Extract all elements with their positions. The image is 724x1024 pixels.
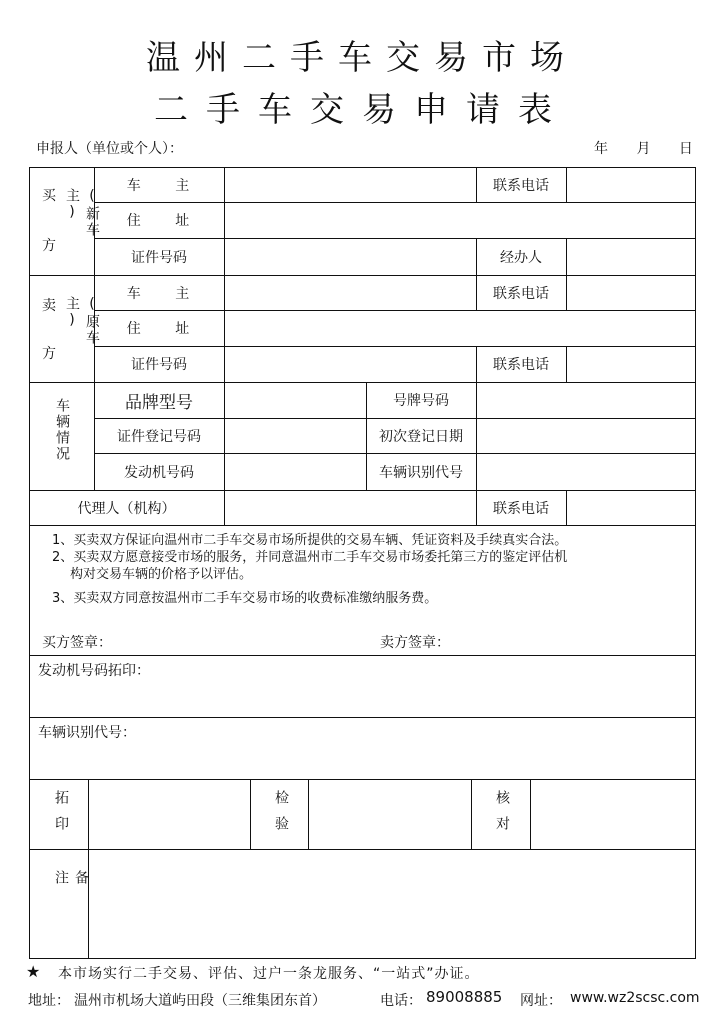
- buyer-sign-label: 买方签章：: [42, 635, 112, 651]
- footer-phone: 89008885: [426, 988, 503, 1006]
- seller-phone-label: 联系电话: [493, 285, 549, 302]
- grid-line: [308, 779, 309, 850]
- footer-web: www.wz2scsc.com: [570, 990, 700, 1006]
- buyer-side-note: (新车主): [64, 188, 100, 238]
- footer-address-label: 地址：: [28, 993, 70, 1009]
- grid-line: [29, 779, 695, 780]
- grid-line: [224, 167, 225, 383]
- vehicle-brand-label: 品牌型号: [125, 392, 193, 413]
- grid-line: [29, 717, 695, 718]
- term-3: 3、买卖双方同意按温州市二手车交易市场的收费标准缴纳服务费。: [52, 591, 438, 606]
- rubbing-jian-label: 检验: [273, 790, 289, 842]
- vehicle-plate-label: 号牌号码: [393, 393, 449, 409]
- agent-phone-label: 联系电话: [493, 500, 549, 517]
- term-2-cont: 构对交易车辆的价格予以评估。: [70, 567, 253, 582]
- grid-line: [476, 382, 477, 490]
- vehicle-reg-cert-label: 证件登记号码: [117, 428, 201, 445]
- seller-owner-label: 车 主: [126, 285, 192, 302]
- term-2: 2、买卖双方愿意接受市场的服务，并同意温州市二手车交易市场委托第三方的鉴定评估机: [52, 550, 568, 565]
- star-icon: ★: [26, 962, 41, 981]
- grid-line: [224, 490, 225, 526]
- remarks-label: 备注: [53, 870, 89, 916]
- seller-side-note: (原车主): [64, 296, 100, 346]
- engine-rubbing-label: 发动机号码拓印：: [38, 663, 150, 679]
- grid-line: [566, 275, 567, 311]
- buyer-side-label-1: 买: [42, 188, 56, 204]
- buyer-id-label: 证件号码: [131, 249, 187, 266]
- grid-line: [566, 238, 567, 275]
- footer-phone-label: 电话：: [380, 993, 422, 1009]
- seller-id-label: 证件号码: [131, 357, 187, 373]
- footer-web-label: 网址：: [520, 993, 562, 1009]
- term-1: 1、买卖双方保证向温州市二手车交易市场所提供的交易车辆、凭证资料及手续真实合法。: [52, 533, 568, 548]
- vehicle-vin-label: 车辆识别代号: [379, 464, 463, 481]
- applicant-label: 申报人（单位或个人）：: [36, 141, 183, 157]
- footer-notice: 本市场实行二手交易、评估、过户一条龙服务、“一站式”办证。: [58, 966, 480, 982]
- seller-phone-label-2: 联系电话: [493, 357, 549, 373]
- vehicle-first-reg-label: 初次登记日期: [379, 428, 463, 445]
- grid-line: [471, 779, 472, 850]
- vehicle-engine-label: 发动机号码: [124, 464, 194, 481]
- grid-line: [250, 779, 251, 850]
- grid-line: [530, 779, 531, 850]
- grid-line: [695, 167, 696, 959]
- buyer-phone-label: 联系电话: [493, 177, 549, 194]
- seller-address-label: 住 址: [126, 321, 192, 337]
- buyer-owner-label: 车 主: [126, 177, 192, 194]
- seller-sign-label: 卖方签章：: [380, 635, 450, 651]
- grid-line: [566, 346, 567, 383]
- buyer-side-label-2: 方: [42, 238, 56, 254]
- grid-line: [566, 490, 567, 526]
- rubbing-tuo-label: 拓印: [53, 790, 69, 842]
- grid-line: [566, 167, 567, 203]
- seller-side-label-1: 卖: [42, 298, 56, 314]
- grid-line: [224, 382, 225, 490]
- grid-line: [29, 655, 695, 656]
- rubbing-he-label: 核对: [494, 790, 510, 842]
- title-line2: 二手车交易申请表: [154, 90, 570, 130]
- footer-address: 温州市机场大道屿田段（三维集团东首）: [74, 993, 326, 1009]
- buyer-address-label: 住 址: [126, 213, 192, 229]
- grid-line: [29, 525, 695, 526]
- grid-line: [29, 958, 695, 959]
- agent-label: 代理人（机构）: [77, 500, 176, 517]
- grid-line: [29, 167, 30, 959]
- seller-side-label-2: 方: [42, 346, 56, 362]
- grid-line: [29, 849, 695, 850]
- title-line1: 温州二手车交易市场: [146, 38, 578, 78]
- vehicle-side-label: 车辆情况: [54, 398, 70, 462]
- date-labels: 年 月 日: [594, 141, 693, 157]
- buyer-handler-label: 经办人: [500, 249, 542, 266]
- vin-rubbing-label: 车辆识别代号：: [38, 725, 136, 741]
